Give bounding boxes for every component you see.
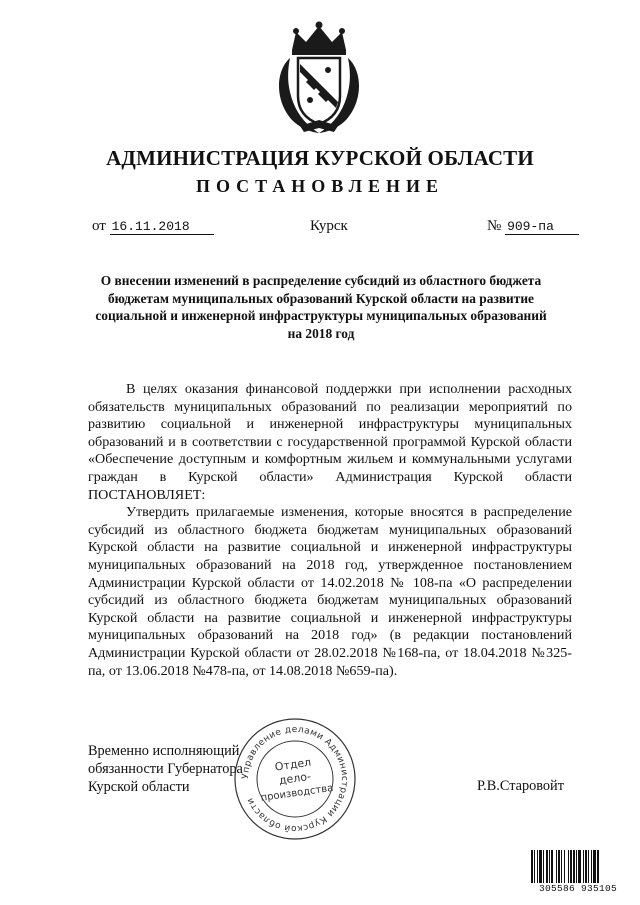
barcode-bar [551,850,553,883]
document-subject: О внесении изменений в распределение субсидий из областного бюджета бюджетам муниципальных образований Курской области на развитие социальной и инженерной инфраструктуры муниципальных образований на 2018 год [95,273,547,341]
document-type: ПОСТАНОВЛЕНИЕ [195,176,445,196]
document-body [88,381,572,680]
stamp-center-line: производства [260,782,334,804]
barcode-bar [556,850,557,883]
barcode-bar [588,850,589,883]
barcode-bar [573,850,575,883]
stamp-ring-text: Управление делами Администрации Курской области [240,724,350,834]
barcode-bar [543,850,544,883]
body-paragraph: Утвердить прилагаемые изменения, которые вносятся в распределение субсидий из областного бюджета бюджетам муниципальных образований Курской области на развитие социальной и инженерной инфраструктуры муниципальных образований на 2018 год, утвержденное постановлением Администрации Курской области от 14.02.2018 № 108-па «О распределении субсидий из областного бюджета бюджетам муниципальных образований Курской области на развитие социальной и инженерной инфраструктуры муниципальных образований на 2018 год» (в редакции постановлений Администрации Курской области от 28.02.2018 №168-па, от 18.04.2018 №325-па, от 13.06.2018 №478-па, от 14.08.2018 №659-па). [88,504,572,679]
barcode-icon [530,850,626,883]
barcode-bar [534,850,535,883]
barcode-bar [546,850,548,883]
date-value: 16.11.2018 [110,219,214,235]
barcode-bar [537,850,538,883]
document-city: Курск [310,218,348,234]
organization-title: АДМИНИСТРАЦИЯ КУРСКОЙ ОБЛАСТИ [106,146,534,170]
barcode [530,850,626,896]
barcode-bar [576,850,577,883]
document-date [92,218,214,235]
stamp-icon [232,716,358,842]
barcode-bar [564,850,565,883]
barcode-bar [549,850,550,883]
number-value: 909-па [505,219,579,235]
barcode-bar [585,850,587,883]
signatory-name: Р.В.Старовойт [477,778,564,794]
barcode-bar [561,850,562,883]
signatory-position-line: Временно исполняющий [88,743,240,759]
barcode-bar [558,850,560,883]
barcode-bar [568,850,569,883]
barcode-number: 305586 935105 [538,883,617,894]
stamp-center-line: Отдел [274,755,312,774]
signatory-position-line: Курской области [88,779,190,795]
barcode-bar [597,850,599,883]
barcode-bar [570,850,572,883]
signatory-position-line: обязанности Губернатора [88,761,243,777]
barcode-bar [539,850,542,883]
body-paragraph: В целях оказания финансовой поддержки при исполнении расходных обязательств муниципальных образований по реализации мероприятий по развитию социальной и инженерной инфраструктуры муниципальных образований и в соответствии с государственной программой Курской области «Обеспечение доступным и комфортным жильем и коммунальными услугами граждан в Курской области» Администрация Курской области ПОСТАНОВЛЯЕТ: [88,381,572,503]
barcode-bar [593,850,596,883]
stamp-center-line: дело- [278,769,312,788]
coat-of-arms-icon [270,20,368,136]
date-prefix: от [92,218,106,234]
barcode-bar [591,850,592,883]
barcode-bar [583,850,584,883]
signatory-position [88,742,243,796]
barcode-bar [531,850,533,883]
document-number [487,218,579,235]
barcode-bar [578,850,581,883]
number-prefix: № [487,218,502,234]
